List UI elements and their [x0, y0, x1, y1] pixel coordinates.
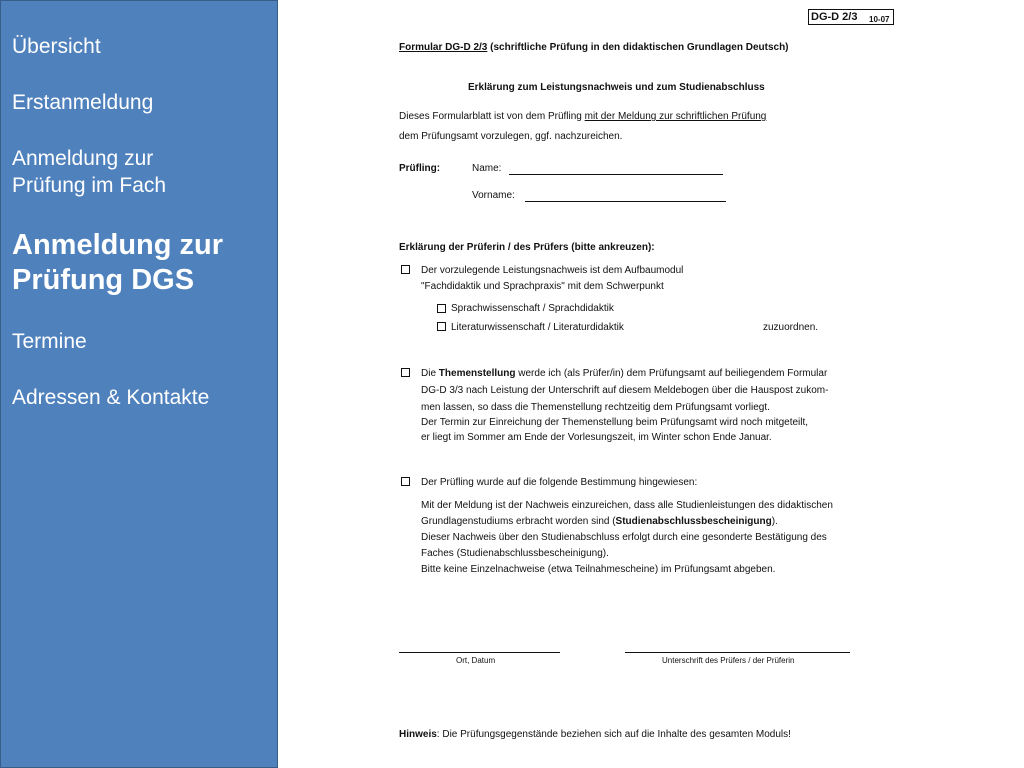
option-3-line-5: Faches (Studienabschlussbescheinigung).: [421, 548, 609, 559]
sub-option-2-label: Literaturwissenschaft / Literaturdidaktik: [451, 322, 624, 333]
signature-pruefer-label: Unterschrift des Prüfers / der Prüferin: [662, 656, 795, 665]
zuzuordnen-text: zuzuordnen.: [763, 322, 819, 333]
sub-option-2-checkbox[interactable]: [437, 322, 446, 331]
name-field[interactable]: [509, 162, 723, 175]
option-2-line-3: men lassen, so dass die Themenstellung rechtzeitig dem Prüfungsamt vorliegt.: [421, 402, 770, 413]
intro-underlined: mit der Meldung zur schriftlichen Prüfung: [584, 111, 767, 122]
option-2-line-4: Der Termin zur Einreichung der Themenstellung beim Prüfungsamt wird noch mitgeteilt,: [421, 417, 809, 428]
option-1-line-1: Der vorzulegende Leistungsnachweis ist dem Aufbaumodul: [421, 265, 684, 276]
option-2-text-a: Die: [421, 368, 439, 379]
hinweis-label: Hinweis: [399, 729, 437, 740]
form-code-box: [808, 9, 894, 25]
nav-item-anmeldung-dgs[interactable]: Anmeldung zur Prüfung DGS: [12, 229, 224, 296]
option-1-checkbox[interactable]: [401, 265, 410, 274]
nav-item-anmeldung-fach[interactable]: Anmeldung zur Prüfung im Fach: [12, 147, 167, 197]
name-label: Name:: [472, 163, 502, 174]
form-header-subtitle: (schriftliche Prüfung in den didaktischen Grundlagen Deutsch): [490, 42, 789, 53]
sub-option-1-checkbox[interactable]: [437, 304, 446, 313]
form-header: [399, 41, 789, 54]
intro-text: Dieses Formularblatt ist von dem Prüfling: [399, 111, 585, 122]
form-version: 10-07: [869, 15, 890, 24]
vorname-field[interactable]: [525, 189, 726, 202]
sidebar-nav: [0, 0, 278, 768]
hinweis-note: [399, 728, 791, 741]
option-2-line-1: [421, 367, 827, 380]
option-3-line-4: Dieser Nachweis über den Studienabschluss erfolgt durch eine gesonderte Bestätigung des: [421, 532, 827, 543]
option-3-text-a: Grundlagenstudiums erbracht worden sind (: [421, 516, 616, 527]
intro-line-2: dem Prüfungsamt vorzulegen, ggf. nachzureichen.: [399, 131, 623, 142]
signature-pruefer-line[interactable]: [625, 651, 850, 653]
option-2-text-bold: Themenstellung: [438, 368, 516, 379]
option-2-text-c: werde ich (als Prüfer/in) dem Prüfungsamt auf beiliegendem Formular: [515, 368, 828, 379]
option-3-line-3: [421, 515, 778, 528]
form-heading: Erklärung zum Leistungsnachweis und zum Studienabschluss: [468, 82, 765, 93]
form-header-title: Formular DG-D 2/3: [399, 42, 488, 53]
hinweis-text: : Die Prüfungsgegenstände beziehen sich auf die Inhalte des gesamten Moduls!: [436, 729, 791, 740]
option-2-checkbox[interactable]: [401, 368, 410, 377]
option-3-line-1: Der Prüfling wurde auf die folgende Bestimmung hingewiesen:: [421, 477, 698, 488]
signature-ort-line[interactable]: [399, 651, 560, 653]
nav-item-termine[interactable]: Termine: [12, 330, 87, 353]
option-3-checkbox[interactable]: [401, 477, 410, 486]
vorname-label: Vorname:: [472, 190, 515, 201]
form-code: DG-D 2/3: [811, 11, 858, 23]
nav-item-erstanmeldung[interactable]: Erstanmeldung: [12, 91, 154, 114]
intro-line-1: [399, 110, 766, 123]
erklaerung-heading: Erklärung der Prüferin / des Prüfers (bitte ankreuzen):: [399, 242, 655, 253]
option-2-line-5: er liegt im Sommer am Ende der Vorlesungszeit, im Winter schon Ende Januar.: [421, 432, 772, 443]
option-3-text-bold: Studienabschlussbescheinigung: [615, 516, 772, 527]
option-3-text-c: ).: [771, 516, 778, 527]
pruefling-label: Prüfling:: [399, 163, 441, 174]
nav-item-uebersicht[interactable]: Übersicht: [12, 35, 101, 58]
sub-option-1-label: Sprachwissenschaft / Sprachdidaktik: [451, 303, 614, 314]
option-3-line-6: Bitte keine Einzelnachweise (etwa Teilnahmescheine) im Prüfungsamt abgeben.: [421, 564, 776, 575]
option-2-line-2: DG-D 3/3 nach Leistung der Unterschrift auf diesem Meldebogen über die Hauspost zukom-: [421, 385, 829, 396]
option-1-line-2: "Fachdidaktik und Sprachpraxis" mit dem Schwerpunkt: [421, 281, 664, 292]
form-document: [278, 0, 1024, 768]
option-3-line-2: Mit der Meldung ist der Nachweis einzureichen, dass alle Studienleistungen des didaktischen: [421, 500, 833, 511]
signature-ort-label: Ort, Datum: [456, 656, 496, 665]
nav-item-adressen-kontakte[interactable]: Adressen & Kontakte: [12, 386, 210, 409]
